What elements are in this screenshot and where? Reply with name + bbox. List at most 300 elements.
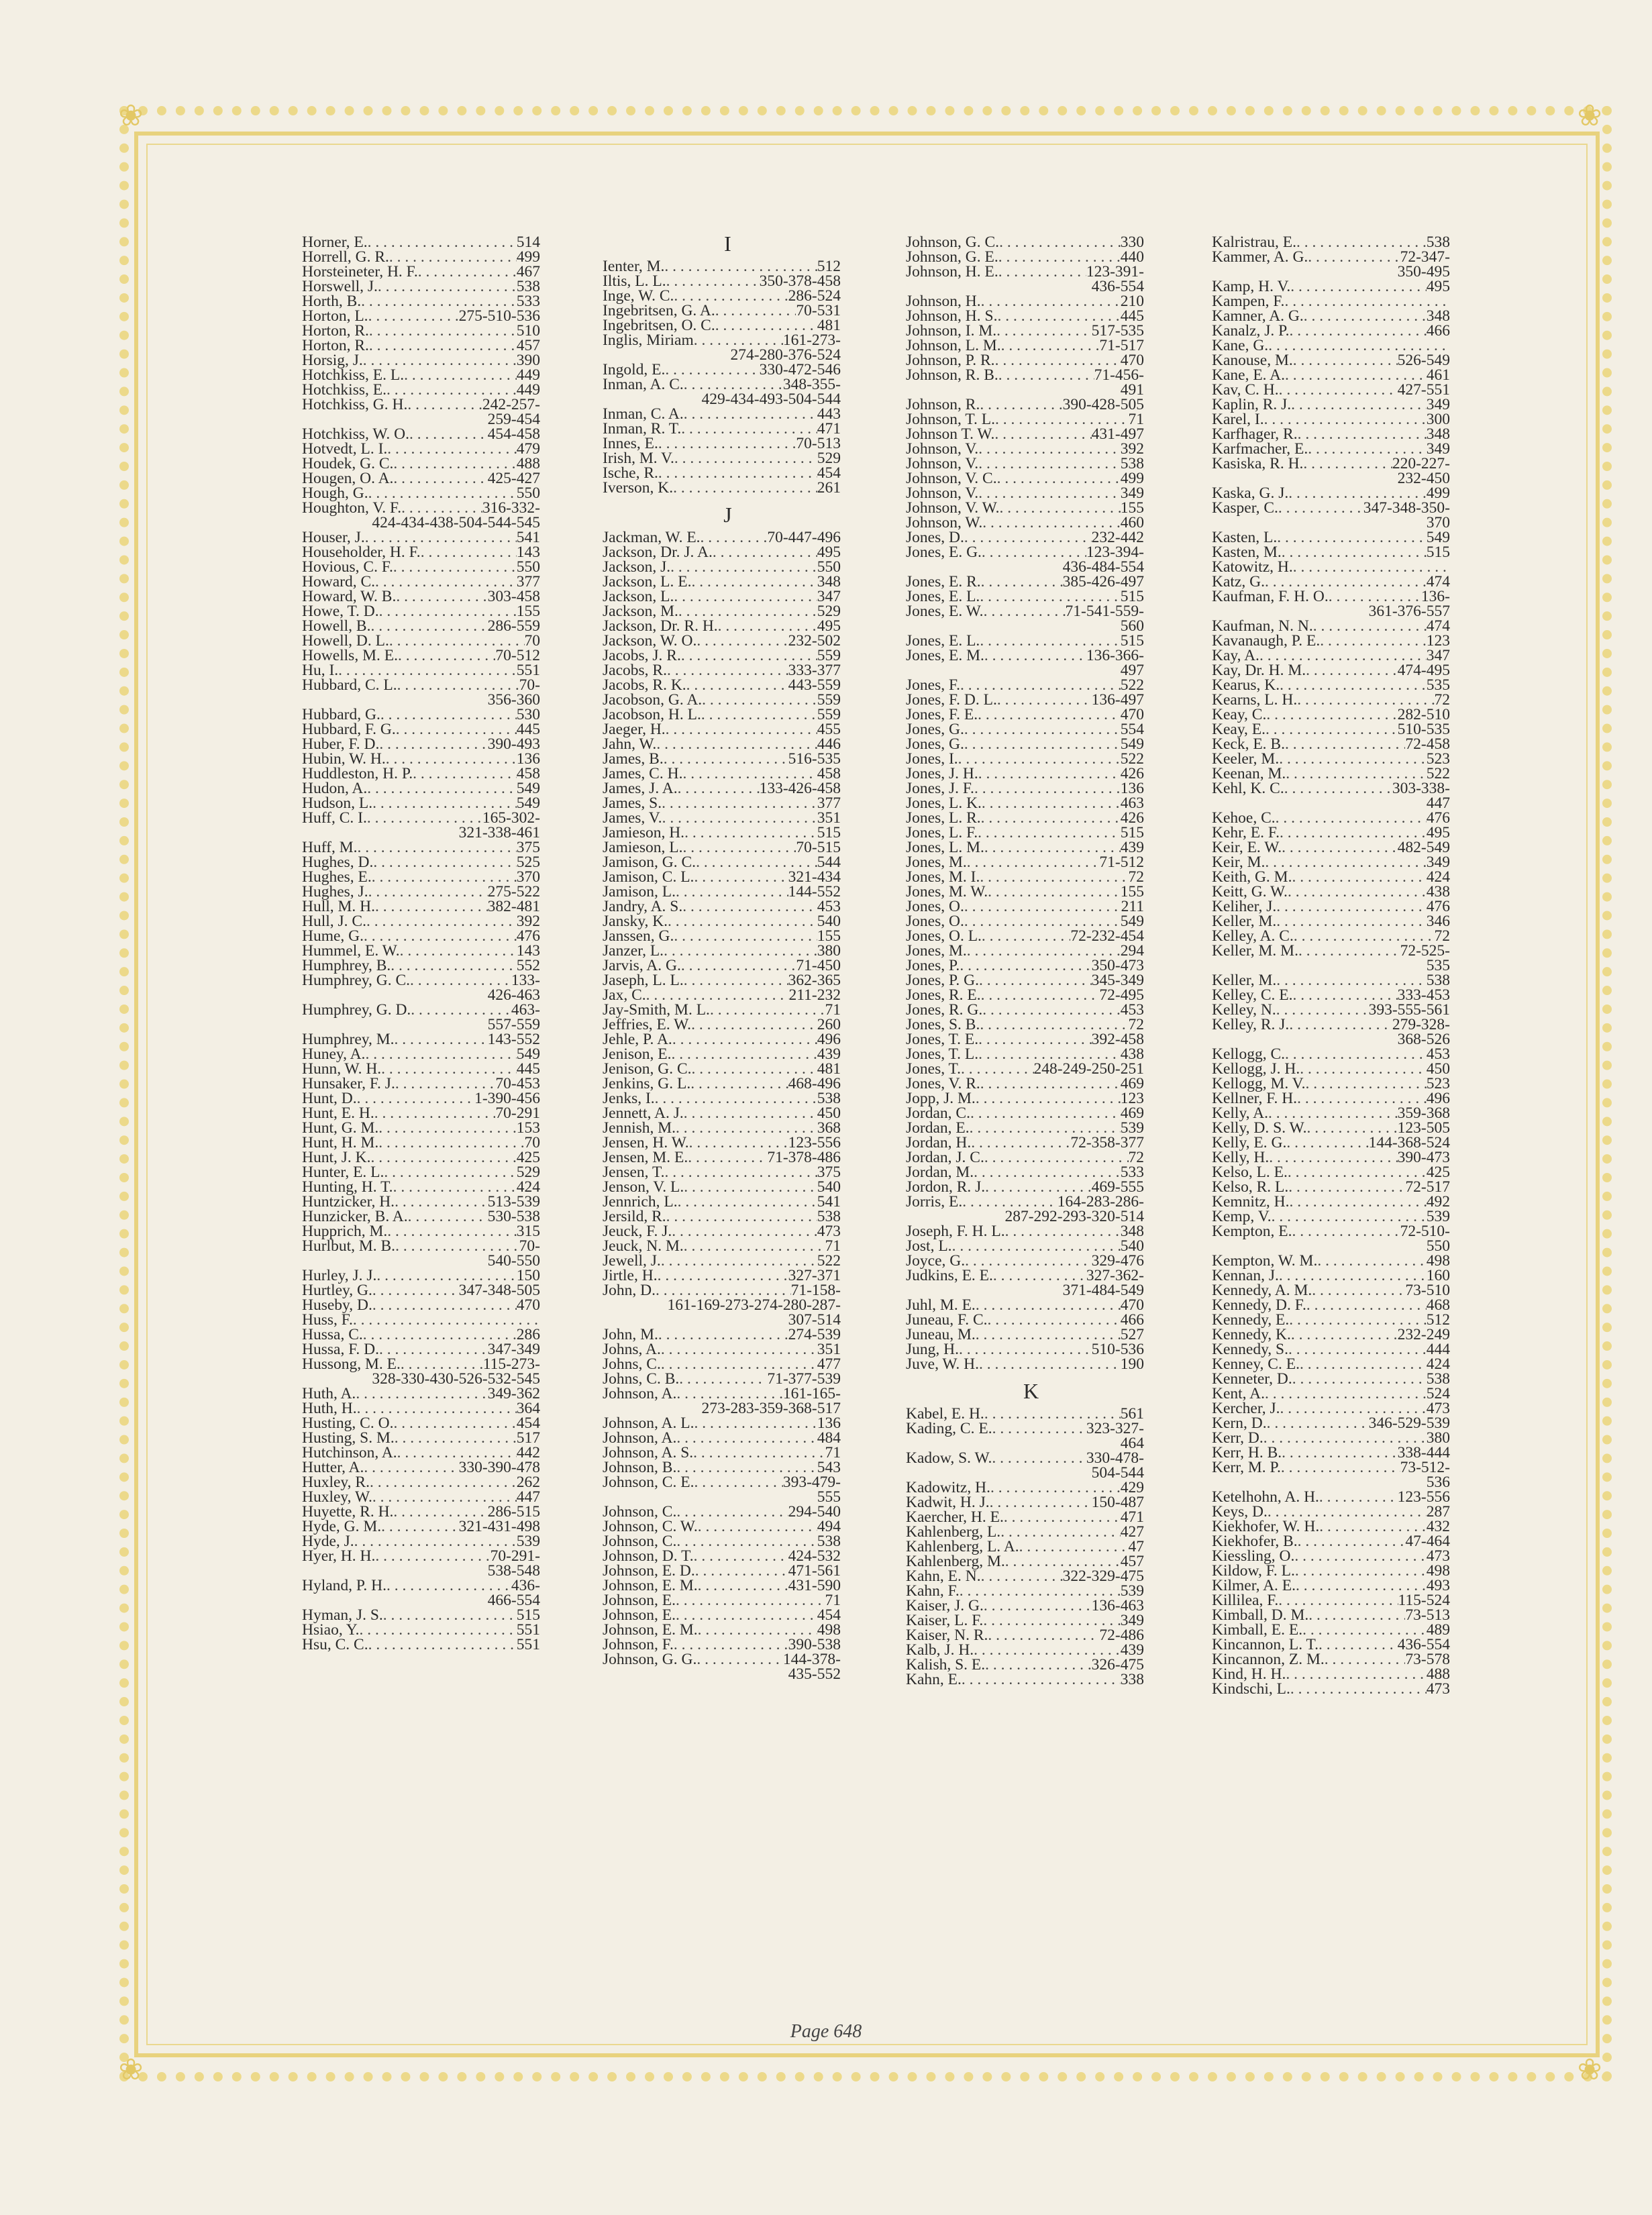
dot-leader (676, 884, 788, 899)
dot-leader (674, 451, 817, 466)
index-entry-pages: 346 (1426, 913, 1450, 930)
index-entry-name: Kempton, W. M. (1212, 1252, 1318, 1270)
dot-leader (996, 323, 1092, 338)
index-entry (603, 1135, 841, 1150)
index-entry (1212, 1637, 1450, 1652)
section-letter: J (723, 503, 732, 527)
dot-leader (408, 1209, 488, 1224)
index-entry (603, 929, 841, 943)
index-entry-name: Jeuck, N. M. (603, 1237, 684, 1255)
dot-leader (383, 1608, 517, 1622)
index-entry (906, 589, 1144, 604)
dot-leader (1280, 825, 1427, 840)
index-entry-name: Keller, M. M. (1212, 942, 1298, 960)
dot-leader (1265, 855, 1426, 870)
index-entry (1212, 1106, 1450, 1121)
index-entry-pages: 449 (516, 366, 540, 384)
index-entry (603, 1194, 841, 1209)
dot-leader (1276, 899, 1426, 914)
index-entry-name: Johnson, A. L. (603, 1414, 694, 1432)
dot-leader (1276, 1002, 1369, 1017)
dot-leader (674, 589, 817, 604)
index-entry-pages: 70- (519, 676, 540, 694)
index-entry (1212, 1445, 1450, 1460)
dot-leader (978, 766, 1121, 781)
dot-leader (1319, 1519, 1426, 1534)
index-entry (1212, 1002, 1450, 1017)
dot-leader (1325, 1652, 1406, 1667)
dot-leader (395, 1076, 496, 1091)
index-entry-pages-continued: 321-338-461 (458, 824, 540, 841)
index-entry (1212, 1312, 1450, 1327)
index-entry-pages: 346-529-539 (1368, 1414, 1450, 1432)
index-entry-pages: 348 (1120, 1223, 1144, 1240)
dot-leader (356, 1386, 487, 1401)
index-entry (302, 914, 540, 929)
index-entry-name: Jones, P. (906, 957, 960, 974)
dot-leader (393, 1180, 517, 1194)
corner-ornament-icon: ❀ (1577, 99, 1602, 132)
index-entry (302, 781, 540, 796)
dot-leader (678, 604, 817, 619)
index-entry (1212, 1357, 1450, 1372)
index-entry-name: Johnson, E. (603, 1606, 676, 1624)
index-entry-name: Jones, R. E. (906, 986, 981, 1004)
index-entry-name: Kasiska, R. H. (1212, 455, 1304, 472)
index-entry (906, 1091, 1144, 1106)
index-entry-pages: 477 (817, 1355, 841, 1373)
index-entry-name: Kalb, J. H. (906, 1641, 974, 1659)
index-entry-pages: 71-377-539 (767, 1370, 841, 1388)
index-entry (1212, 560, 1450, 574)
index-entry (906, 323, 1144, 338)
index-entry (906, 353, 1144, 368)
dot-leader (1313, 619, 1427, 633)
index-entry-name: Karel, I. (1212, 411, 1264, 428)
index-entry-name: Iltis, L. L. (603, 272, 666, 290)
index-entry (1212, 323, 1450, 338)
index-entry-pages: 517-535 (1091, 322, 1144, 340)
index-entry-name: Kellogg, M. V. (1212, 1075, 1306, 1092)
index-entry-pages-continued: 259-454 (487, 411, 540, 428)
index-entry-name: Hu, I. (302, 662, 339, 679)
dot-leader (372, 1490, 517, 1504)
dot-leader (364, 1460, 458, 1475)
index-entry (906, 1495, 1144, 1510)
index-entry-name: Inglis, Miriam (603, 331, 694, 349)
dot-leader (1293, 988, 1398, 1002)
index-entry-pages: 72-458 (1405, 735, 1450, 753)
index-entry (906, 294, 1144, 309)
dot-leader (682, 766, 817, 781)
index-entry-name: Kahn, E. (906, 1671, 962, 1688)
index-entry (603, 377, 841, 392)
dot-leader (1001, 338, 1100, 353)
index-entry-name: Kane, G. (1212, 337, 1269, 354)
index-entry-name: Iverson, K. (603, 479, 674, 497)
index-entry-name: Jordan, E. (906, 1119, 970, 1137)
index-entry-name: Kiessling, O. (1212, 1547, 1295, 1565)
dot-leader (964, 530, 1092, 545)
index-entry-pages: 71 (825, 1001, 841, 1019)
dot-leader (338, 663, 517, 678)
index-entry (1212, 1047, 1450, 1062)
index-entry-pages: 431-590 (788, 1577, 841, 1594)
dot-leader (1277, 530, 1427, 545)
index-entry (1212, 1416, 1450, 1431)
index-entry-name: Johnson, W. (906, 514, 983, 531)
dot-leader (364, 929, 517, 943)
index-entry-name: Hume, G. (302, 927, 364, 945)
dot-leader (693, 1445, 825, 1460)
index-entry-name: Jones, F. D. L. (906, 691, 997, 709)
index-entry (1212, 250, 1450, 264)
dot-leader (378, 1135, 524, 1150)
dot-leader (1306, 1121, 1397, 1135)
dot-leader (671, 1047, 817, 1062)
index-entry-name: Ingold, E. (603, 361, 666, 378)
index-entry-name: Ingebritsen, O. C. (603, 317, 715, 334)
dot-leader (1276, 973, 1426, 988)
index-entry-name: Jung, H. (906, 1341, 959, 1358)
index-entry (906, 486, 1144, 501)
index-entry (1212, 309, 1450, 323)
index-entry (603, 648, 841, 663)
index-entry (302, 1357, 540, 1372)
index-entry-name: Kimball, E. E. (1212, 1621, 1303, 1639)
index-entry (1212, 840, 1450, 855)
index-entry-name: Ketelhohn, A. H. (1212, 1488, 1319, 1506)
index-entry-pages: 457 (516, 337, 540, 354)
dot-leader (981, 988, 1100, 1002)
index-entry (1212, 766, 1450, 781)
index-entry (603, 1475, 841, 1490)
index-entry-name: Houdek, G. C. (302, 455, 394, 472)
index-entry (906, 1451, 1144, 1465)
dot-leader (1288, 1180, 1405, 1194)
index-entry (603, 1342, 841, 1357)
dot-leader (694, 1416, 817, 1431)
dot-leader (357, 840, 516, 855)
dot-leader (702, 692, 817, 707)
index-entry-name: Kalish, S. E. (906, 1656, 986, 1673)
index-entry-name: Huyette, R. H. (302, 1503, 394, 1521)
index-entry (1212, 442, 1450, 456)
dot-leader (674, 289, 788, 303)
index-entry-pages: 538 (817, 1533, 841, 1550)
dot-leader (1317, 1253, 1426, 1268)
index-entry (1212, 456, 1450, 471)
index-entry-name: Jones, L. M. (906, 839, 984, 856)
index-entry-name: Huney, A. (302, 1045, 366, 1063)
index-entry (603, 811, 841, 825)
dot-leader (982, 545, 1086, 560)
index-entry-pages: 150-487 (1091, 1494, 1144, 1511)
dot-leader (1279, 752, 1427, 766)
index-entry-name: Kindschi, L. (1212, 1680, 1290, 1698)
index-entry-name: Kennedy, D. F. (1212, 1296, 1306, 1314)
index-entry-pages: 70 (524, 632, 540, 650)
index-entry-name: Jenison, G. C. (603, 1060, 692, 1078)
index-entry-name: Jones, L. R. (906, 809, 981, 827)
index-entry-name: Jopp, J. M. (906, 1090, 976, 1107)
index-entry-name: James, J. A. (603, 780, 678, 797)
index-entry-name: Houser, J. (302, 529, 365, 546)
index-entry (906, 1342, 1144, 1357)
index-entry-pages: 499 (1120, 470, 1144, 487)
dot-leader (980, 589, 1120, 604)
index-entry (603, 825, 841, 840)
index-entry-name: Hunzicker, B. A. (302, 1208, 408, 1225)
index-entry-pages: 476 (516, 927, 540, 945)
index-entry-pages: 242-257- (482, 396, 540, 413)
dot-leader (674, 929, 817, 943)
index-entry-name: Jamison, G. C. (603, 854, 696, 871)
dot-leader (962, 1194, 1057, 1209)
index-entry-pages: 349 (1426, 854, 1450, 871)
index-entry (302, 1534, 540, 1549)
index-entry-name: John, D. (603, 1282, 656, 1299)
index-entry-pages: 333-453 (1397, 986, 1450, 1004)
index-entry-name: Hotchkiss, G. H. (302, 396, 408, 413)
dot-leader (676, 1460, 817, 1475)
index-entry (603, 870, 841, 884)
dot-leader (1319, 1490, 1398, 1504)
index-entry-name: Juneau, M. (906, 1326, 976, 1343)
dot-leader (696, 855, 817, 870)
dot-leader (396, 589, 487, 604)
index-entry-name: Kelly, D. S. W. (1212, 1119, 1307, 1137)
dot-leader (980, 870, 1128, 884)
index-entry-pages: 350-378-458 (759, 272, 841, 290)
index-entry-name: Hunt, D. (302, 1090, 357, 1107)
index-entry (302, 1475, 540, 1490)
dot-leader (691, 1017, 817, 1032)
index-entry-pages: 551 (516, 662, 540, 679)
index-entry-pages-continued: 466-554 (487, 1592, 540, 1609)
dot-leader (981, 1569, 1063, 1584)
index-entry-pages: 349 (1120, 1612, 1144, 1629)
index-entry-name: Jones, T. L. (906, 1045, 979, 1063)
dot-leader (1292, 1224, 1400, 1239)
index-entry (302, 1342, 540, 1357)
index-entry-pages: 469 (1120, 1104, 1144, 1122)
index-entry-pages: 347-348-350- (1363, 499, 1450, 517)
index-entry (1212, 1327, 1450, 1342)
index-entry-pages: 115-273- (482, 1355, 540, 1373)
dot-leader (689, 1135, 788, 1150)
dot-leader (983, 1613, 1120, 1628)
index-entry-name: Jackson, W. O. (603, 632, 697, 650)
index-entry-pages: 522 (1426, 765, 1450, 782)
index-entry-name: Husting, S. M. (302, 1429, 395, 1447)
index-entry-name: Keay, C. (1212, 706, 1267, 723)
index-entry-name: Huseby, D. (302, 1296, 372, 1314)
index-entry (302, 1224, 540, 1239)
dot-leader (384, 1165, 516, 1180)
index-entry-pages: 390-428-505 (1062, 396, 1144, 413)
index-entry (603, 752, 841, 766)
index-entry-name: Keck, E. B. (1212, 735, 1285, 753)
dot-leader (976, 1298, 1121, 1312)
index-entry (302, 338, 540, 353)
dot-leader (684, 407, 817, 421)
index-entry-pages: 364 (516, 1400, 540, 1417)
index-entry-name: Jackson, L. E. (603, 573, 692, 590)
index-entry-pages: 368 (817, 1119, 841, 1137)
index-entry-pages: 71-158- (790, 1282, 841, 1299)
dot-leader (978, 1047, 1121, 1062)
index-entry (906, 914, 1144, 929)
index-entry (906, 796, 1144, 811)
index-entry (302, 1150, 540, 1165)
index-entry-pages: 468-496 (788, 1075, 841, 1092)
index-entry (302, 943, 540, 958)
index-entry-name: Hummel, E. W. (302, 942, 400, 960)
dot-leader (1282, 545, 1427, 560)
index-entry-pages: 527 (1120, 1326, 1144, 1343)
dot-leader (684, 825, 817, 840)
index-entry-name: Hyer, H. H. (302, 1547, 376, 1565)
index-entry-pages: 330-472-546 (759, 361, 841, 378)
dot-leader (1303, 456, 1392, 471)
dot-leader (960, 958, 1091, 973)
dot-leader (978, 1032, 1092, 1047)
index-entry-name: Johnson, I. M. (906, 322, 997, 340)
index-entry-pages: 427-551 (1397, 381, 1450, 399)
index-entry (906, 338, 1144, 353)
index-entry (906, 1194, 1144, 1209)
index-entry-name: Huff, C. I. (302, 809, 367, 827)
index-entry-name: Jamieson, L. (603, 839, 683, 856)
index-entry (906, 368, 1144, 382)
index-entry-name: Jarvis, A. G. (603, 957, 681, 974)
dot-leader (662, 811, 817, 825)
index-entry-name: Jersild, R. (603, 1208, 666, 1225)
dot-leader (395, 1194, 488, 1209)
index-entry-name: Horton, R. (302, 322, 369, 340)
index-entry (302, 1135, 540, 1150)
index-entry (302, 1268, 540, 1283)
dot-leader (1290, 1194, 1427, 1209)
index-entry (1212, 929, 1450, 943)
dot-leader (988, 884, 1121, 899)
index-entry (302, 1312, 540, 1327)
index-entry-pages: 136-497 (1091, 691, 1144, 709)
dot-leader (1265, 574, 1427, 589)
index-entry-pages: 71-378-486 (767, 1149, 841, 1166)
index-entry (1212, 973, 1450, 988)
dot-leader (656, 737, 817, 752)
index-entry (302, 663, 540, 678)
index-entry (1212, 1180, 1450, 1194)
index-entry (906, 707, 1144, 722)
index-entry-name: Hubbard, F. G. (302, 721, 396, 738)
dot-leader (1264, 412, 1427, 427)
index-entry-name: Hyde, J. (302, 1533, 354, 1550)
dot-leader (974, 781, 1121, 796)
index-entry-pages: 338-444 (1397, 1444, 1450, 1461)
dot-leader (962, 1672, 1121, 1687)
index-entry (603, 1047, 841, 1062)
dot-leader (391, 958, 516, 973)
index-entry-name: Householder, H. F. (302, 544, 421, 561)
index-entry-name: Jones, D. (906, 529, 964, 546)
index-entry (302, 309, 540, 323)
index-entry (906, 943, 1144, 958)
index-entry-pages: 190 (1120, 1355, 1144, 1373)
dot-leader (655, 1091, 817, 1106)
index-entry (906, 1657, 1144, 1672)
index-entry-name: Kincannon, Z. M. (1212, 1651, 1325, 1668)
index-entry (302, 530, 540, 545)
index-entry-name: Kincannon, L. T. (1212, 1636, 1319, 1653)
dot-leader (393, 560, 517, 574)
index-entry-pages: 72 (1434, 927, 1450, 945)
index-entry-pages: 540 (1120, 1237, 1144, 1255)
dot-leader (365, 530, 517, 545)
index-entry-name: Kelso, L. E. (1212, 1164, 1288, 1181)
index-entry-pages: 279-328- (1392, 1016, 1450, 1033)
index-entry (1212, 825, 1450, 840)
index-entry-pages-continued: 370 (1426, 514, 1450, 531)
dot-leader (960, 678, 1121, 692)
index-entry-name: Hsiao, Y. (302, 1621, 360, 1639)
dot-leader (1266, 707, 1397, 722)
index-entry-name: Jamison, L. (603, 883, 676, 900)
dot-leader (401, 501, 482, 515)
index-entry (603, 796, 841, 811)
index-entry-pages: 522 (1120, 676, 1144, 694)
dot-leader (1282, 840, 1398, 855)
index-entry-pages: 517 (516, 1429, 540, 1447)
index-entry-name: Jones, E. L. (906, 632, 980, 650)
dot-leader (396, 722, 517, 737)
index-entry-name: Hughes, E. (302, 868, 372, 886)
index-entry (906, 1554, 1144, 1569)
index-entry (302, 427, 540, 442)
dot-leader (1285, 368, 1427, 382)
index-entry-name: Jones, P. G. (906, 972, 980, 989)
index-entry-name: Jones, E. M. (906, 647, 984, 664)
index-entry (302, 707, 540, 722)
index-entry (906, 471, 1144, 486)
index-entry-name: Ingebritsen, G. A. (603, 302, 715, 319)
index-entry-pages: 474 (1426, 617, 1450, 635)
index-entry (302, 235, 540, 250)
index-entry (1212, 678, 1450, 692)
index-entry (906, 633, 1144, 648)
dot-leader (678, 781, 760, 796)
dot-leader (363, 353, 517, 368)
index-entry-pages: 232-249 (1397, 1326, 1450, 1343)
index-entry-name: Juneau, F. C. (906, 1311, 988, 1329)
dot-leader (410, 973, 511, 988)
index-entry-name: Hubin, W. H. (302, 750, 386, 768)
index-entry (302, 323, 540, 338)
dot-leader (1291, 1327, 1398, 1342)
dot-leader (1306, 1076, 1427, 1091)
index-entry-pages: 488 (516, 455, 540, 472)
index-entry (603, 781, 841, 796)
index-entry (1212, 1283, 1450, 1298)
index-entry-pages: 498 (1426, 1252, 1450, 1270)
index-entry-pages: 316-332- (482, 499, 540, 517)
index-entry-name: Keay, E. (1212, 721, 1266, 738)
dot-leader (1292, 870, 1426, 884)
index-entry (1212, 412, 1450, 427)
dot-leader (964, 722, 1121, 737)
